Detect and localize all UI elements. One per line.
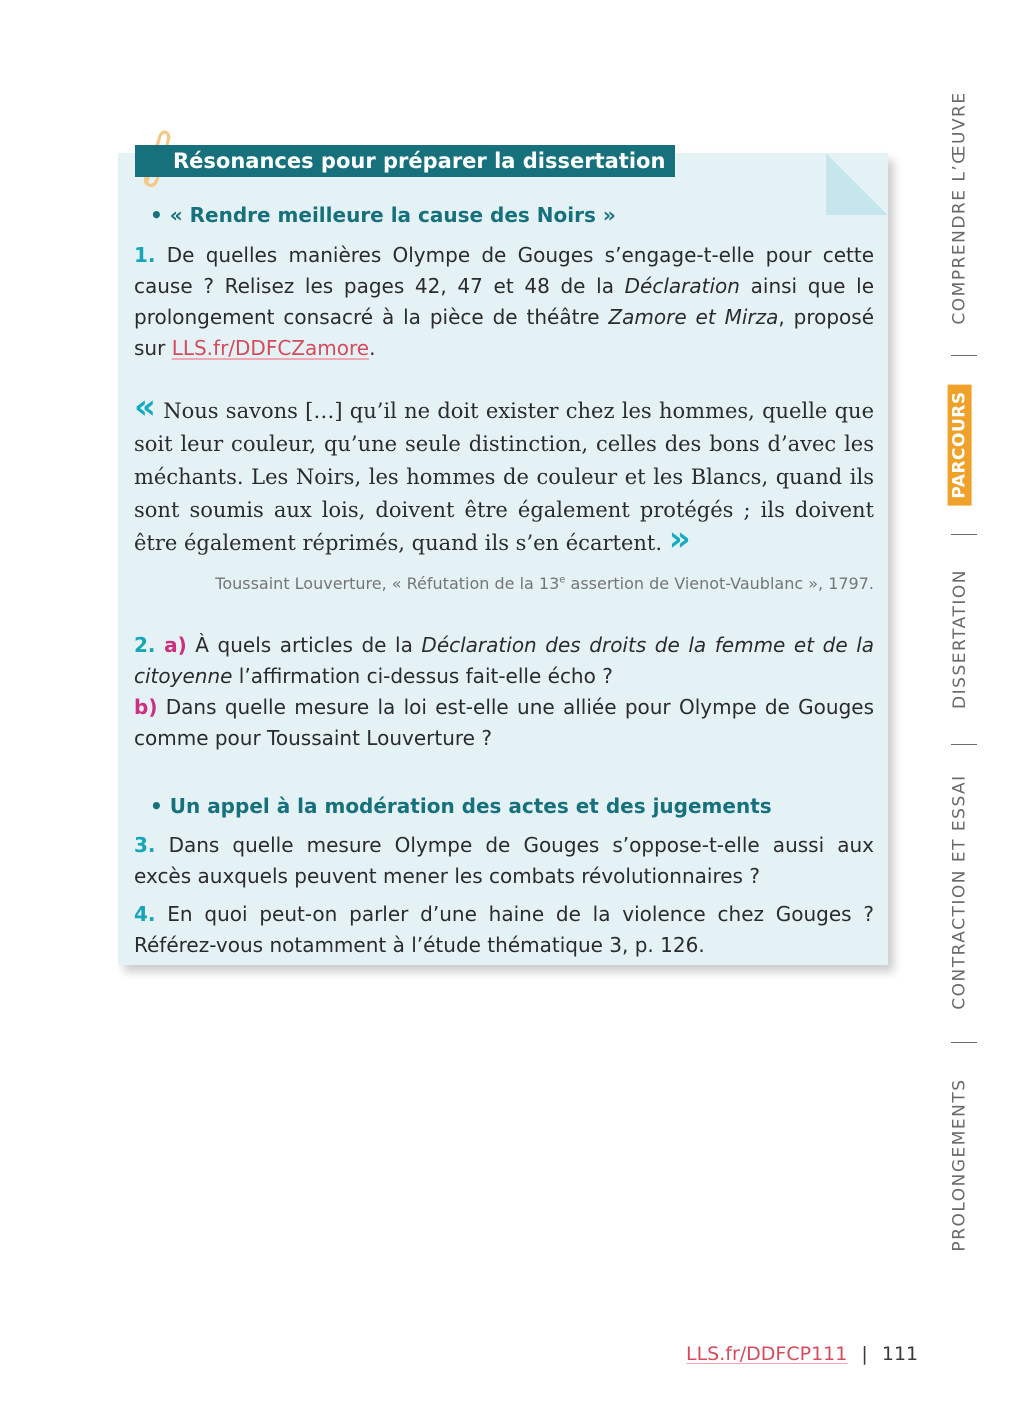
section-heading-moderation: • Un appel à la modération des actes et des jugements: [150, 794, 772, 818]
footer-link[interactable]: LLS.fr/DDFCP111: [686, 1343, 848, 1365]
question-2: 2. a) À quels articles de la Déclaration des droits de la femme et de la citoyenne l’affirmation ci-dessus fait-elle écho ? b) Dans quelle mesure la loi est-elle une alliée pour Olympe de Gouges comme pour Toussaint Louverture ?: [134, 633, 875, 750]
question-3: 3. Dans quelle mesure Olympe de Gouges s’oppose-t-elle aussi aux excès auxquels peuvent mener les combats révolutionnaires ?: [134, 833, 874, 888]
question-2-number: 2.: [134, 633, 156, 657]
box-title: Résonances pour préparer la dissertation: [135, 145, 675, 177]
question-3-number: 3.: [134, 833, 156, 857]
question-2b-label: b): [134, 695, 158, 719]
tab-contraction-essai[interactable]: CONTRACTION ET ESSAI: [950, 774, 971, 1010]
tab-parcours[interactable]: PARCOURS: [942, 388, 978, 502]
question-1: 1. De quelles manières Olympe de Gouges s’engage-t-elle pour cette cause ? Relisez les pages 42, 47 et 48 de la Déclaration ainsi que le prolongement consacré à la pièce de théâtre Zamore et Mirza, proposé sur LLS.fr/DDFCZamore.: [134, 243, 875, 360]
tab-separator: [951, 534, 977, 535]
quote-source: Toussaint Louverture, « Réfutation de la 13e assertion de Vienot-Vaublanc », 1797.: [215, 574, 874, 593]
tab-comprendre-oeuvre[interactable]: COMPRENDRE L’ŒUVRE: [950, 90, 970, 325]
tab-separator: [951, 355, 977, 356]
page-footer: LLS.fr/DDFCP111 | 111: [686, 1343, 919, 1365]
question-2a-label: a): [164, 633, 187, 657]
page-number: 111: [881, 1343, 919, 1365]
quote-text: Nous savons […] qu’il ne doit exister chez les hommes, quelle que soit leur couleur, qu’une seule distinction, celles des bons d’avec les méchants. Les Noirs, les hommes de couleur et les Blancs, quand ils sont soumis aux lois, doivent être également protégés ; ils doivent être également réprimés, quand ils s’en écartent.: [134, 399, 874, 555]
tab-dissertation[interactable]: DISSERTATION: [950, 569, 970, 709]
tab-prolongements[interactable]: PROLONGEMENTS: [950, 1078, 970, 1252]
question-1-number: 1.: [134, 243, 156, 267]
question-4: 4. En quoi peut-on parler d’une haine de la violence chez Gouges ? Référez-vous notamment à l’étude thématique 3, p. 126.: [134, 902, 874, 957]
page-fold-decoration: [826, 153, 888, 215]
question-4-number: 4.: [134, 902, 156, 926]
open-quote-icon: «: [134, 387, 156, 427]
louverture-quote: [134, 387, 874, 560]
link-ddfczamore[interactable]: LLS.fr/DDFCZamore: [171, 336, 370, 360]
section-heading-cause-noirs: • « Rendre meilleure la cause des Noirs »: [150, 203, 616, 227]
close-quote-icon: »: [668, 519, 691, 559]
tab-separator: [951, 1042, 977, 1043]
tab-separator: [951, 744, 977, 745]
